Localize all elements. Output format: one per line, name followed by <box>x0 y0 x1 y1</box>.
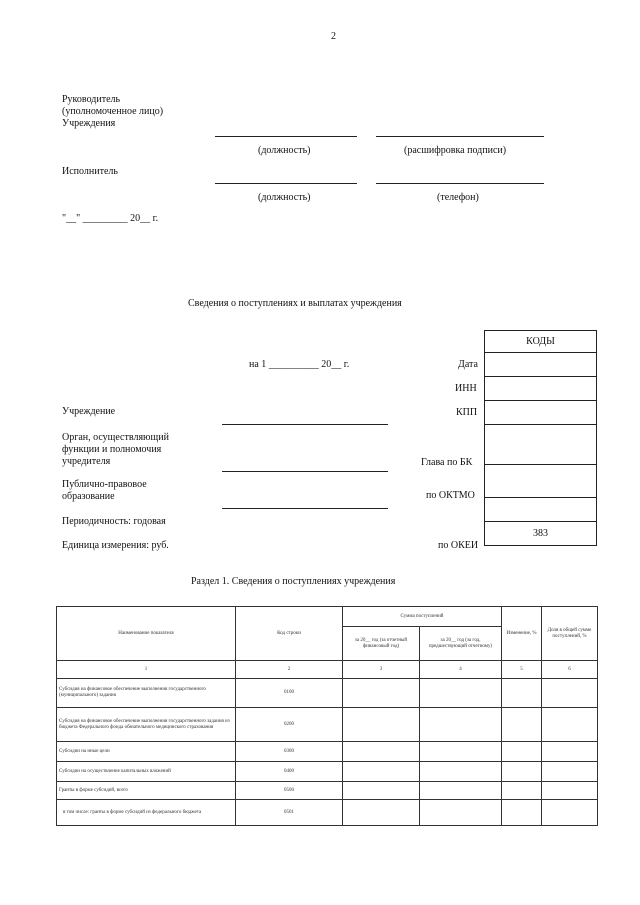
cell-reporting[interactable] <box>343 679 420 708</box>
code-value-budget-chapter[interactable] <box>485 425 597 465</box>
cell-change[interactable] <box>502 742 542 762</box>
header-share: Доля в общей сумме поступлений, % <box>542 607 598 661</box>
cell-change[interactable] <box>502 782 542 800</box>
header-sum: Сумма поступлений <box>343 607 502 627</box>
header-reporting-year: за 20__ год (за отчетный финансовый год) <box>343 627 420 661</box>
table-row <box>57 708 598 742</box>
executor-label: Исполнитель <box>62 166 118 177</box>
municipality-label-line-2: образование <box>62 491 115 502</box>
cell-reporting[interactable] <box>343 708 420 742</box>
code-value-oktmo[interactable] <box>485 465 597 498</box>
report-title: Сведения о поступлениях и выплатах учреждения <box>188 298 402 309</box>
code-value-inn[interactable] <box>485 377 597 401</box>
page-number: 2 <box>331 31 336 42</box>
cell-change[interactable] <box>502 708 542 742</box>
row-code: 0300 <box>236 742 343 762</box>
periodicity-label: Периодичность: годовая <box>62 516 166 527</box>
head-label-line-2: (уполномоченное лицо) <box>62 106 164 117</box>
cell-previous[interactable] <box>420 742 502 762</box>
header-change: Изменение, % <box>502 607 542 661</box>
section1-title: Раздел 1. Сведения о поступлениях учреждения <box>191 576 396 587</box>
code-value-date[interactable] <box>485 353 597 377</box>
cell-previous[interactable] <box>420 708 502 742</box>
executor-phone-line <box>376 183 544 184</box>
header-code: Код строки <box>236 607 343 661</box>
founder-label-line-1: Орган, осуществляющий <box>62 432 169 443</box>
code-label-date: Дата <box>458 359 478 370</box>
head-position-caption: (должность) <box>258 145 311 156</box>
cell-change[interactable] <box>502 679 542 708</box>
municipality-label-line-1: Публично-правовое <box>62 479 147 490</box>
row-name: в том числе: гранты в форме субсидий из федерального бюджета <box>57 800 236 826</box>
row-code: 0500 <box>236 782 343 800</box>
cell-previous[interactable] <box>420 782 502 800</box>
header-name: Наименование показателя <box>57 607 236 661</box>
report-as-of: на 1 __________ 20__ г. <box>249 359 350 370</box>
code-value-kpp[interactable] <box>485 401 597 425</box>
col-number-4: 4 <box>420 661 502 679</box>
institution-label: Учреждение <box>62 406 116 417</box>
head-label-line-1: Руководитель <box>62 94 121 105</box>
table-row <box>57 762 598 782</box>
head-position-line <box>215 136 357 137</box>
executor-position-line <box>215 183 357 184</box>
cell-share[interactable] <box>542 782 598 800</box>
cell-previous[interactable] <box>420 679 502 708</box>
unit-label: Единица измерения: руб. <box>62 540 169 551</box>
header-previous-year: за 20__ год (за год, предшествующий отчетному) <box>420 627 502 661</box>
col-number-6: 6 <box>542 661 598 679</box>
head-signature-caption: (расшифровка подписи) <box>404 145 507 156</box>
cell-previous[interactable] <box>420 800 502 826</box>
executor-phone-caption: (телефон) <box>437 192 479 203</box>
code-label-okei: по ОКЕИ <box>438 540 479 551</box>
row-code: 0200 <box>236 708 343 742</box>
cell-reporting[interactable] <box>343 742 420 762</box>
executor-position-caption: (должность) <box>258 192 311 203</box>
code-label-inn: ИНН <box>455 383 477 394</box>
cell-share[interactable] <box>542 679 598 708</box>
code-value-periodicity[interactable] <box>485 498 597 522</box>
row-name: Субсидия на финансовое обеспечение выполнения государственного (муниципального) задания <box>57 679 236 708</box>
table-row <box>57 800 598 826</box>
cell-reporting[interactable] <box>343 800 420 826</box>
row-code: 0400 <box>236 762 343 782</box>
col-number-5: 5 <box>502 661 542 679</box>
receipts-table <box>56 606 598 826</box>
codes-table <box>484 330 597 546</box>
head-label-line-3: Учреждения <box>62 118 116 129</box>
col-number-2: 2 <box>236 661 343 679</box>
cell-change[interactable] <box>502 800 542 826</box>
founder-label-line-3: учредителя <box>62 456 111 467</box>
row-name: Субсидия на финансовое обеспечение выполнения государственного задания из бюджета Федерального фонда обязательного медицинского страхования <box>57 708 236 742</box>
code-value-okei[interactable]: 383 <box>485 522 597 546</box>
signature-date: "__" _________ 20__ г. <box>62 213 159 224</box>
cell-change[interactable] <box>502 762 542 782</box>
founder-label-line-2: функции и полномочия <box>62 444 162 455</box>
col-number-3: 3 <box>343 661 420 679</box>
row-name: Гранты в форме субсидий, всего <box>57 782 236 800</box>
code-label-oktmo: по ОКТМО <box>426 490 475 501</box>
head-signature-line <box>376 136 544 137</box>
row-name: Субсидии на осуществление капитальных вложений <box>57 762 236 782</box>
codes-header: КОДЫ <box>485 331 597 353</box>
cell-share[interactable] <box>542 762 598 782</box>
row-code: 0100 <box>236 679 343 708</box>
row-name: Субсидии на иные цели <box>57 742 236 762</box>
table-row <box>57 679 598 708</box>
cell-reporting[interactable] <box>343 762 420 782</box>
table-row <box>57 782 598 800</box>
row-code: 0501 <box>236 800 343 826</box>
cell-share[interactable] <box>542 742 598 762</box>
cell-share[interactable] <box>542 708 598 742</box>
founder-line <box>222 471 388 472</box>
institution-line <box>222 424 388 425</box>
table-row <box>57 742 598 762</box>
cell-reporting[interactable] <box>343 782 420 800</box>
code-label-budget-chapter: Глава по БК <box>421 457 473 468</box>
cell-share[interactable] <box>542 800 598 826</box>
col-number-1: 1 <box>57 661 236 679</box>
municipality-line <box>222 508 388 509</box>
code-label-kpp: КПП <box>456 407 478 418</box>
cell-previous[interactable] <box>420 762 502 782</box>
